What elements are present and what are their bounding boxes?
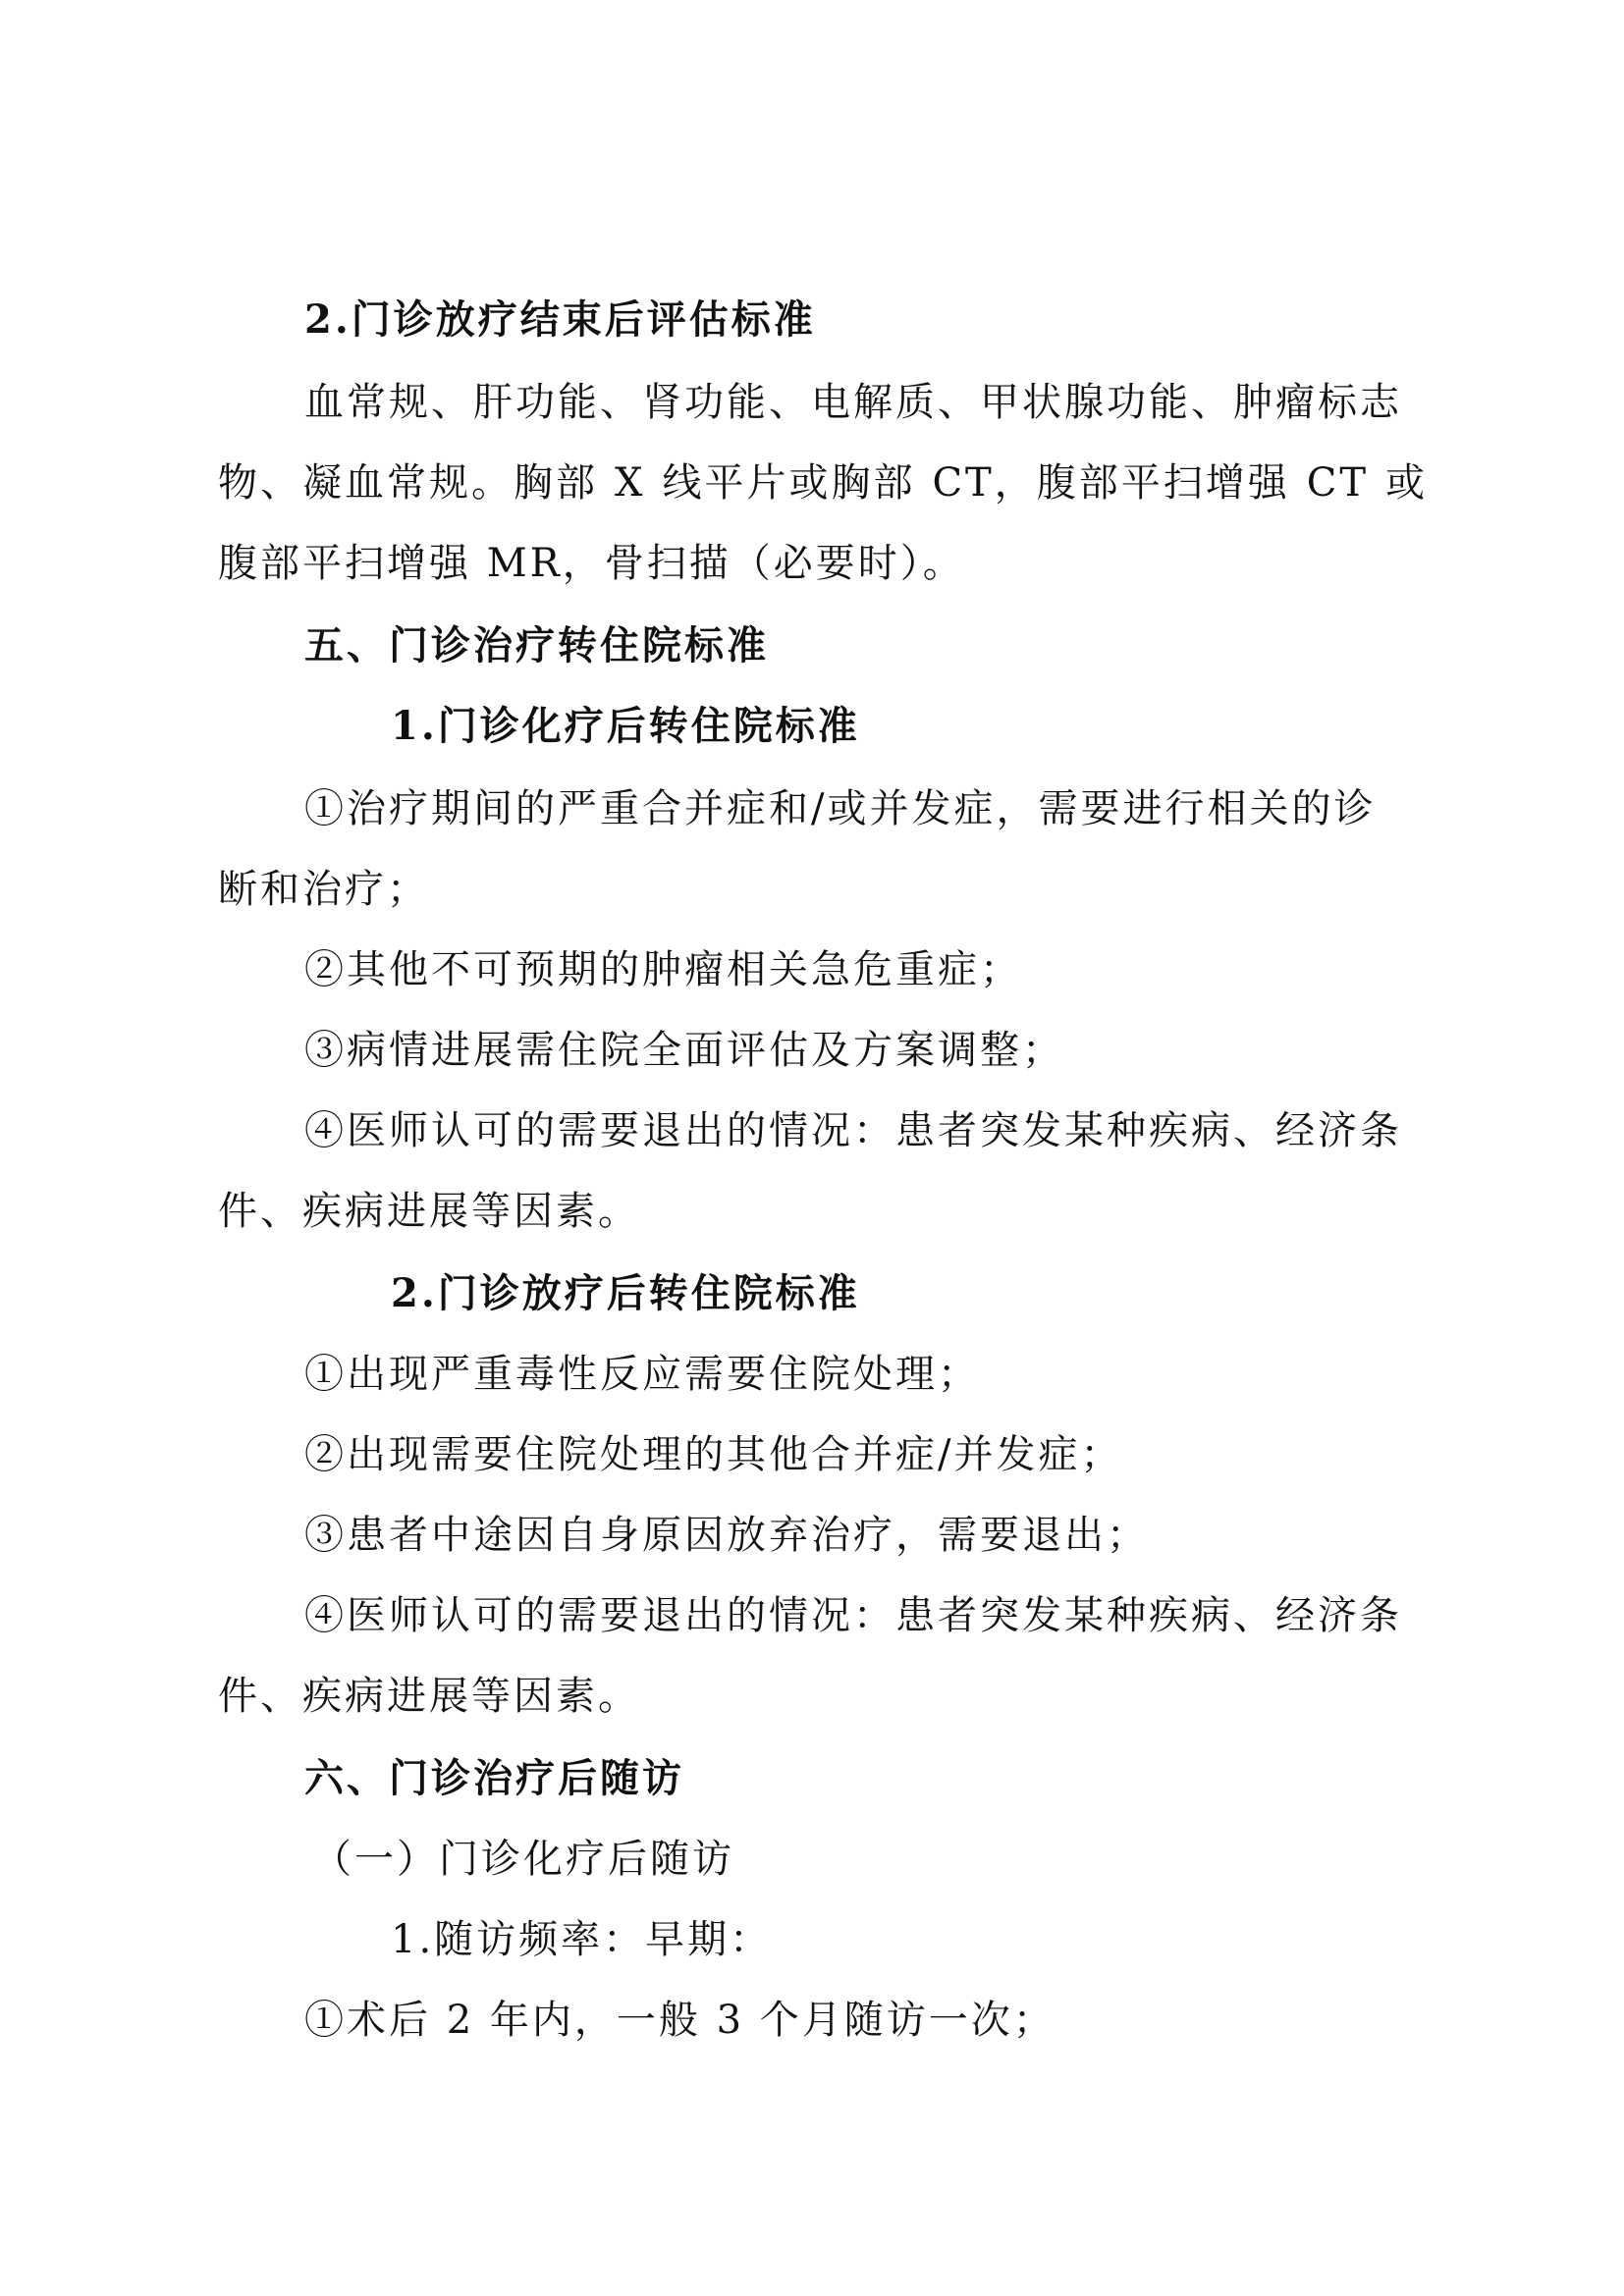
eval-paragraph-line-1: 血常规、肝功能、肾功能、电解质、甲状腺功能、肿瘤标志 bbox=[304, 380, 1402, 425]
eval-text-segment: CT，腹部平扫增强 bbox=[932, 460, 1290, 506]
section-5-title: 五、门诊治疗转住院标准 bbox=[304, 623, 769, 668]
eval-paragraph-line-3: 腹部平扫增强 MR，骨扫描（必要时）。 bbox=[218, 541, 965, 586]
followup-frequency: 1.随访频率：早期： bbox=[391, 1917, 773, 1962]
chemo-item-2: ②其他不可预期的肿瘤相关急危重症； bbox=[304, 947, 1022, 992]
eval-text-segment: 物、凝血常规。胸部 bbox=[218, 460, 598, 506]
eval-paragraph-line-2 bbox=[218, 459, 1428, 507]
eval-text-segment: 或 bbox=[1385, 460, 1428, 506]
section-6-title: 六、门诊治疗后随访 bbox=[304, 1756, 684, 1801]
eval-text-segment: CT bbox=[1306, 460, 1370, 506]
radiation-item-3: ③患者中途因自身原因放弃治疗，需要退出； bbox=[304, 1513, 1149, 1558]
eval-text-segment: 线平片或胸部 bbox=[662, 460, 916, 506]
followup-item-1: ①术后 2 年内，一般 3 个月随访一次； bbox=[304, 1998, 1056, 2043]
subsection-radiation-title: 2.门诊放疗后转住院标准 bbox=[391, 1270, 860, 1316]
chemo-item-1-line-1: ①治疗期间的严重合并症和/或并发症，需要进行相关的诊 bbox=[304, 786, 1377, 831]
chemo-item-4-line-1: ④医师认可的需要退出的情况：患者突发某种疾病、经济条 bbox=[304, 1108, 1402, 1153]
heading-radiation-eval: 2.门诊放疗结束后评估标准 bbox=[304, 296, 816, 343]
radiation-item-2: ②出现需要住院处理的其他合并症/并发症； bbox=[304, 1432, 1123, 1477]
eval-text-segment: X bbox=[614, 460, 646, 506]
radiation-item-4-line-1: ④医师认可的需要退出的情况：患者突发某种疾病、经济条 bbox=[304, 1593, 1402, 1638]
radiation-item-1: ①出现严重毒性反应需要住院处理； bbox=[304, 1352, 980, 1397]
chemo-item-1-line-2: 断和治疗； bbox=[218, 867, 429, 912]
subsection-chemo-followup-title: （一）门诊化疗后随访 bbox=[312, 1837, 734, 1882]
subsection-chemo-title: 1.门诊化疗后转住院标准 bbox=[391, 703, 860, 749]
chemo-item-3: ③病情进展需住院全面评估及方案调整； bbox=[304, 1028, 1064, 1073]
radiation-item-4-line-2: 件、疾病进展等因素。 bbox=[218, 1674, 640, 1719]
chemo-item-4-line-2: 件、疾病进展等因素。 bbox=[218, 1189, 640, 1234]
